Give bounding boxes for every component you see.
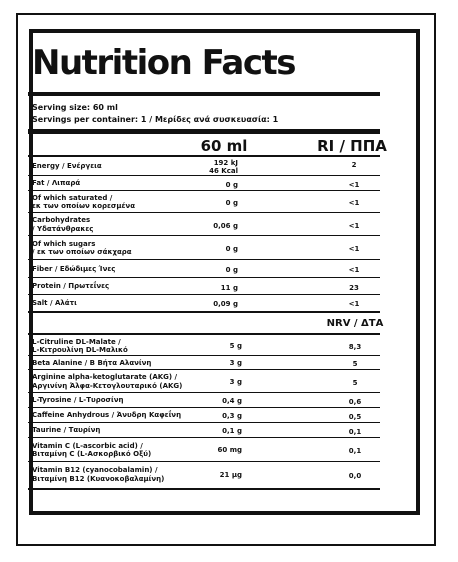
active-ingredient-row [32,423,378,438]
ingredient-label-line: Beta Alanine / Β Βήτα Αλανίνη [32,358,152,367]
nutrient-ri: <1 [348,245,360,253]
nutrient-amount-line: 0,06 g [213,221,238,230]
ingredient-label-line: Αργινίνη Άλφα-Κετογλουταρικό (AKG) [32,381,183,390]
nutrient-amount-line: 0 g [225,245,238,253]
ingredient-nrv: 8,3 [348,343,362,351]
ingredient-label-line: Βιταμίνη C (L-Ασκορβικό Οξύ) [32,450,152,458]
nutrient-row [32,213,378,236]
ingredient-label [32,396,123,405]
nutrient-amount [226,245,238,253]
nutrient-label-line: Energy / Ενέργεια [32,162,102,170]
nutrient-ri: <1 [348,266,360,274]
ingredient-label-line: Caffeine Anhydrous / Άνυδρη Καφεΐνη [32,411,182,419]
amount-column-header: 60 ml [200,137,248,155]
nutrient-amount [226,266,238,274]
title-rule [28,92,380,96]
active-ingredient-row [32,408,378,423]
active-ingredient-row [32,462,378,487]
ingredient-amount: 0,4 g [222,396,242,405]
ingredient-label-line: Βιταμίνη B12 (Κυανοκοβαλαμίνη) [32,474,165,483]
ingredient-nrv: 0,5 [348,412,362,421]
ingredient-amount: 3 g [229,359,242,367]
nutrient-ri: <1 [348,300,360,308]
nutrient-ri: <1 [348,180,360,189]
ingredient-amount: 0,1 g [222,426,242,435]
ingredient-nrv: 5 [352,360,358,368]
nutrient-label-line: εκ των οποίων κορεσμένα [32,202,136,210]
ingredient-label-line: Vitamin B12 (cyanocobalamin) / [32,466,158,474]
nutrient-label [32,240,132,257]
active-ingredient-row [32,393,378,408]
ingredient-nrv: 0,0 [348,471,362,480]
nutrient-amount [209,159,238,175]
ingredient-label-line: Taurine / Ταυρίνη [32,426,101,434]
ingredient-label [32,338,128,355]
active-ingredient-row [32,370,378,393]
nutrient-amount-line: 0,09 g [213,300,238,308]
label-title: Nutrition Facts [32,43,295,83]
nutrient-ri: 23 [349,283,359,292]
servings-per-container: Servings per container: 1 / Μερίδες ανά συσκευασία: 1 [32,115,279,124]
nutrient-label-line: Of which sugars [32,239,96,248]
nutrient-amount-line: 11 g [220,283,238,292]
ri-column-header: RI / ΠΠΑ [317,137,387,155]
ingredient-label-line: L-Citruline DL-Malate / [32,337,121,346]
nutrient-row [32,260,378,278]
nutrient-amount-line: 0 g [225,199,238,207]
nutrient-amount [226,181,238,189]
ingredient-label [32,411,181,420]
ingredient-nrv: 0,6 [348,397,362,406]
ingredient-label [32,426,100,435]
ingredient-label-line: Vitamin C (L-ascorbic acid) / [32,441,143,450]
nutrient-label [32,162,102,171]
ingredient-label-line: Arginine alpha-ketoglutarate (AKG) / [32,373,178,381]
nutrient-amount [213,300,238,308]
nutrient-label [32,282,109,291]
nutrient-row [32,176,378,191]
ingredient-amount: 5 g [229,342,242,350]
nutrient-row [32,236,378,260]
nutrient-row [32,295,378,311]
nutrient-label-line: / Υδατάνθρακες [32,224,94,233]
ingredient-nrv: 5 [352,378,358,387]
nutrient-ri: 2 [351,161,357,169]
serving-size: Serving size: 60 ml [32,103,118,112]
nutrient-amount-line: 192 kJ [213,159,238,167]
ingredient-label [32,359,151,368]
nutrient-label-line: Fiber / Εδώδιμες Ίνες [32,264,116,273]
active-ingredient-row [32,356,378,370]
nutrient-label [32,299,77,308]
ingredient-nrv: 0,1 [348,427,362,436]
ingredient-label [32,373,182,390]
ingredient-label [32,466,164,483]
nutrient-ri: <1 [348,221,360,230]
bottom-rule [28,488,380,490]
ingredient-label [32,442,151,459]
nutrient-label [32,265,115,274]
nutrient-amount-line: 46 Kcal [209,167,238,175]
ingredient-amount: 3 g [229,377,242,386]
nutrient-label [32,216,93,233]
active-ingredient-row [32,336,378,356]
nutrient-amount [221,284,238,292]
ingredient-amount: 60 mg [217,446,242,454]
nutrient-row [32,278,378,295]
servings-rule [28,129,380,134]
nutrient-amount [213,222,238,230]
nrv-column-header: NRV / ΔΤΑ [326,318,384,329]
nutrient-label-line: Fat / Λιπαρά [32,179,81,187]
nutrient-label [32,194,135,211]
ingredient-label-line: L-Κιτρουλίνη DL-Μαλικό [32,346,128,354]
ingredient-amount: 21 μg [219,470,242,479]
nutrient-amount [226,199,238,207]
nrv-rule [28,333,380,335]
nutrient-label-line: Protein / Πρωτεΐνες [32,282,110,290]
nutrients-end-rule [28,311,380,313]
nutrient-label-line: Carbohydrates [32,216,91,224]
nutrient-amount-line: 0 g [225,266,238,274]
ingredient-label-line: L-Tyrosine / L-Τυροσίνη [32,396,124,404]
nutrient-row [32,191,378,213]
nutrient-row [32,157,378,176]
nutrient-label-line: / εκ των οποίων σάκχαρα [32,248,132,256]
nutrient-amount-line: 0 g [225,180,238,189]
active-ingredient-row [32,438,378,462]
nutrient-label [32,179,80,188]
nutrient-label-line: Of which saturated / [32,193,113,202]
nutrient-ri: <1 [348,199,360,207]
ingredient-nrv: 0,1 [348,447,362,455]
ingredient-amount: 0,3 g [222,411,242,420]
nutrient-label-line: Salt / Αλάτι [32,298,77,307]
